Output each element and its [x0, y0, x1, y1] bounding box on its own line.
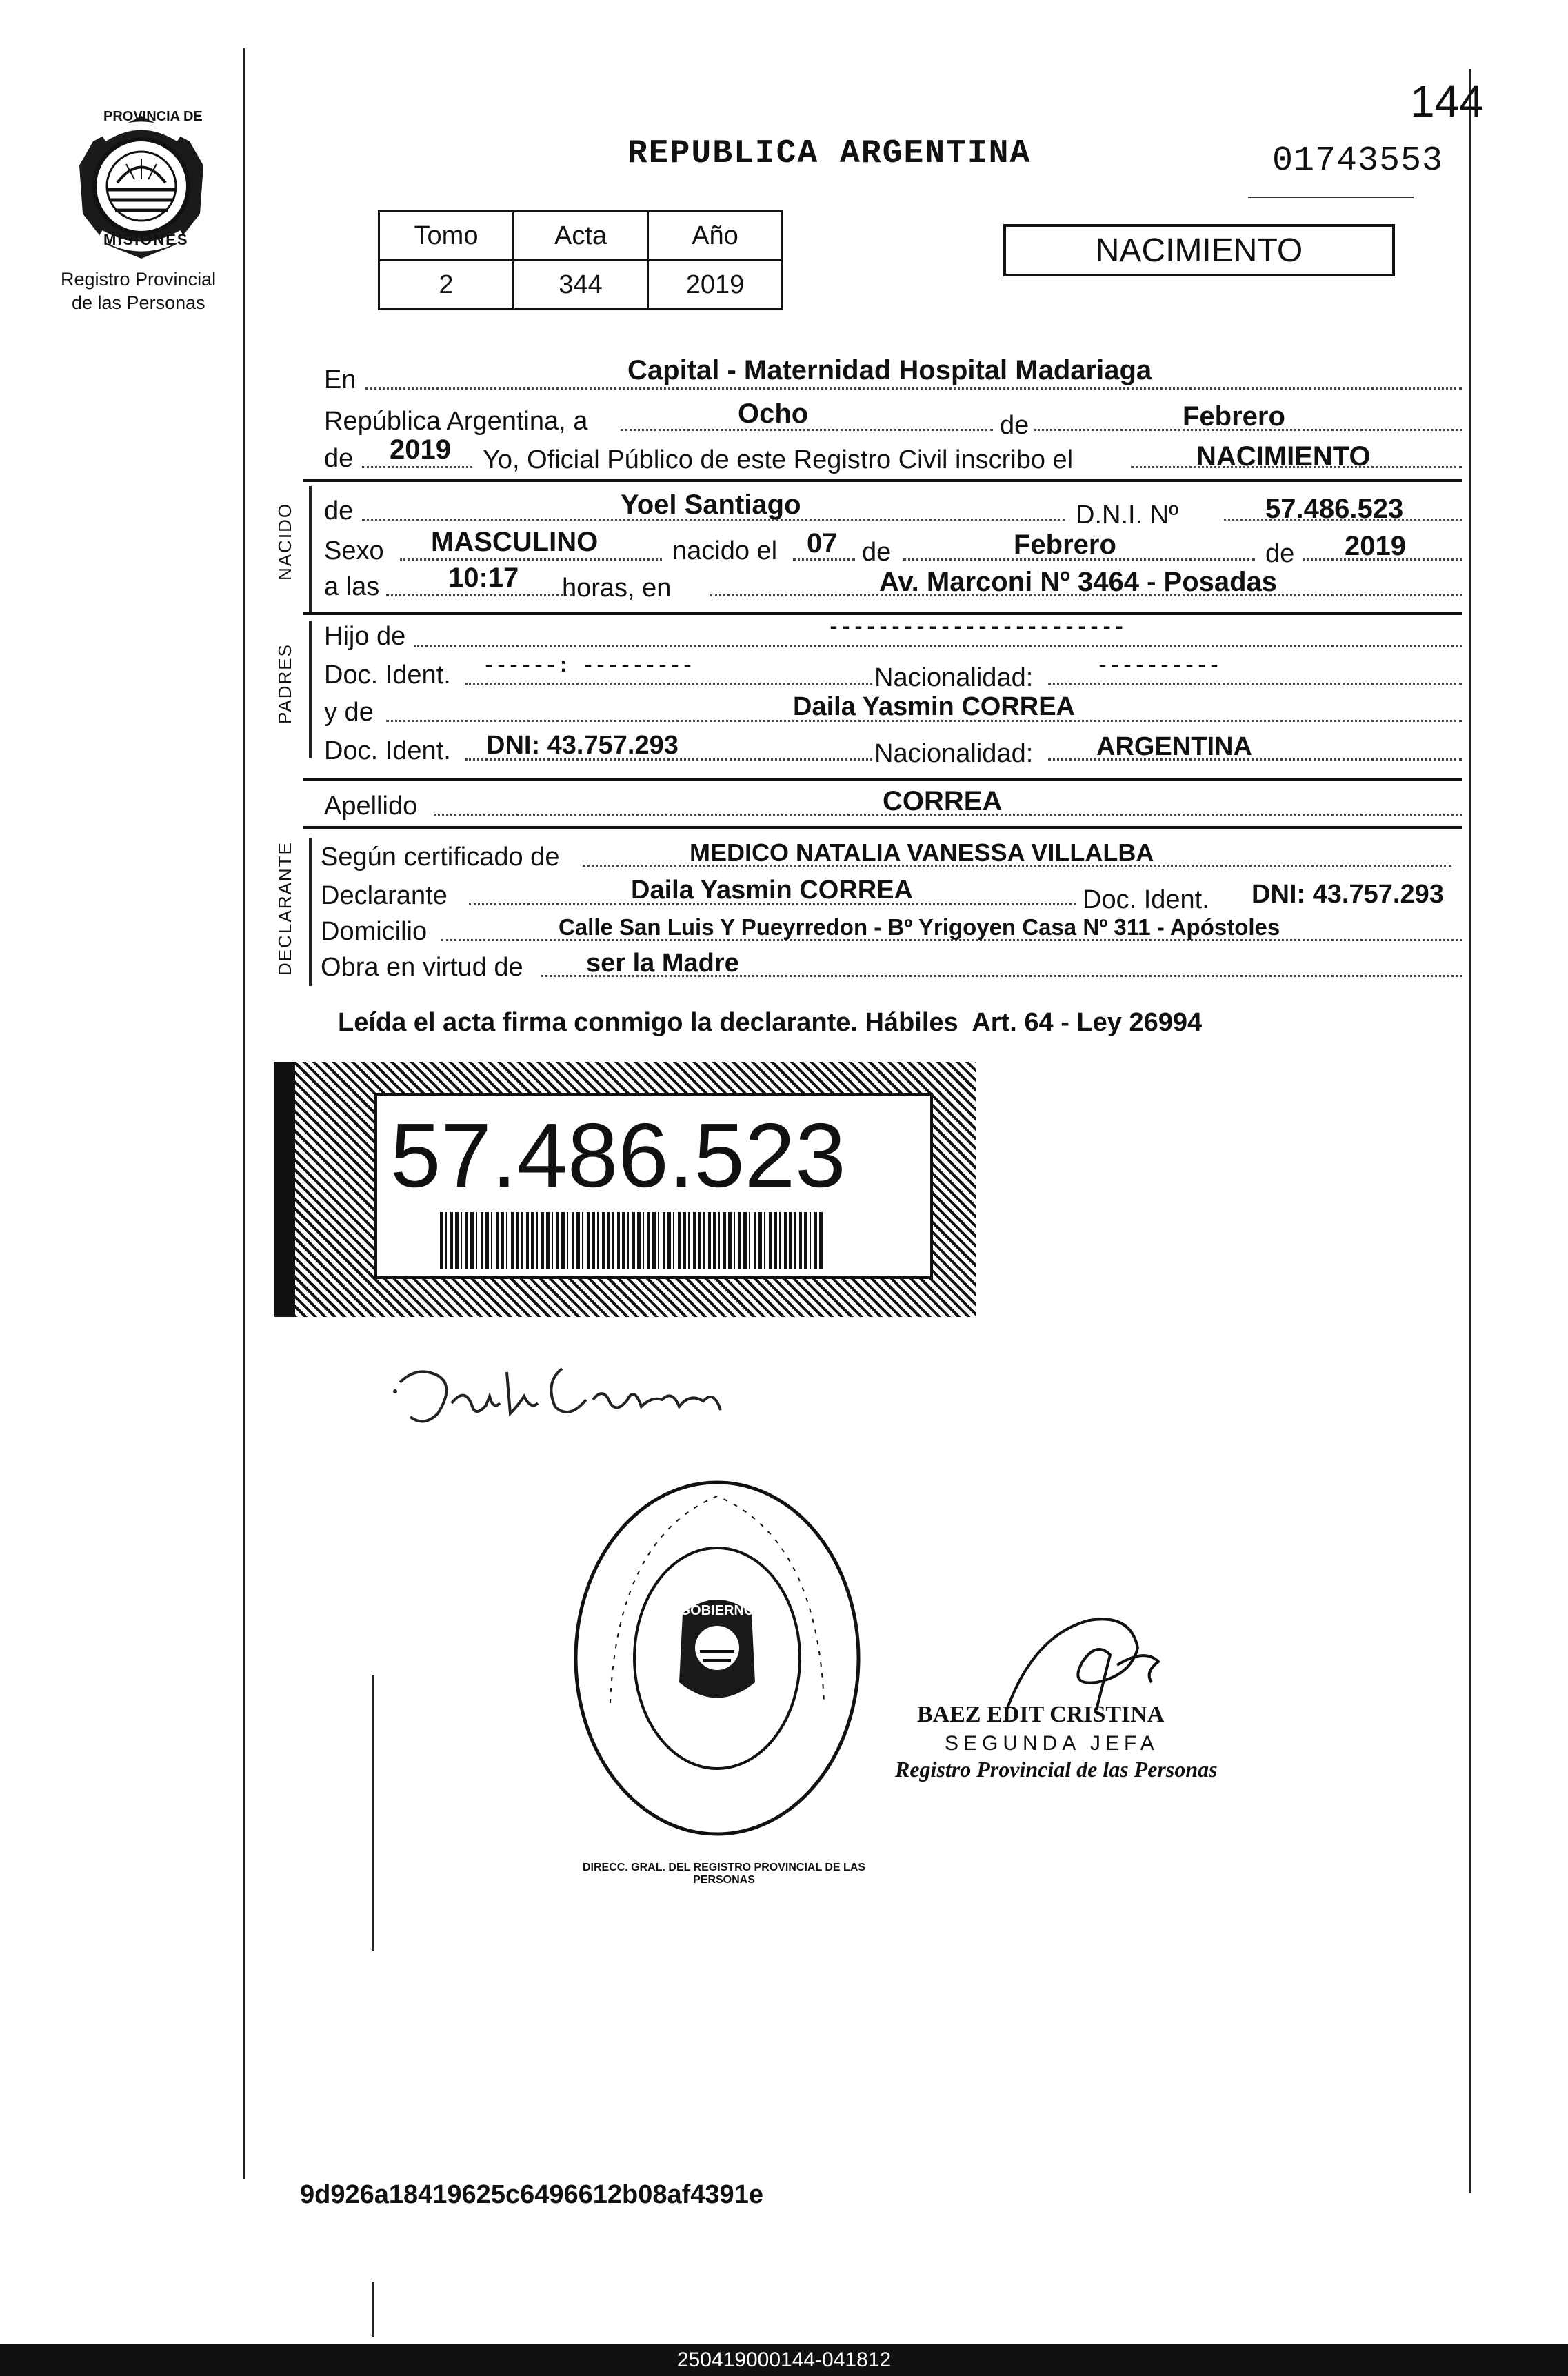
dni-label: D.N.I. Nº: [1076, 501, 1178, 530]
obra-label: Obra en virtud de: [321, 953, 523, 982]
nacido-rule: [303, 612, 1462, 615]
table-header-row: [379, 212, 783, 261]
declarante-section-label: DECLARANTE: [274, 841, 295, 976]
mother-name: Daila Yasmin CORREA: [793, 692, 1076, 721]
segun-value: MEDICO NATALIA VANESSA VILLALBA: [690, 838, 1154, 867]
sexo-dots: [400, 558, 662, 561]
official-role: SEGUNDA JEFA: [945, 1732, 1159, 1755]
header-tomo: Tomo: [379, 212, 514, 261]
year-de-label: de: [324, 444, 354, 473]
serial-underline: [1248, 197, 1414, 198]
birth-place: Av. Marconi Nº 3464 - Posadas: [879, 567, 1278, 597]
year-dots: [362, 466, 472, 468]
right-margin-line: [1469, 69, 1471, 2193]
father-doc-dots: [465, 683, 872, 685]
declarante-value: Daila Yasmin CORREA: [631, 876, 914, 905]
birth-month: Febrero: [1014, 530, 1116, 560]
tomo-acta-anio-table: [378, 210, 783, 310]
official-name: BAEZ EDIT CRISTINA: [917, 1702, 1165, 1727]
dni-sticker: [274, 1062, 976, 1317]
act-type-box: [1003, 224, 1395, 276]
mother-doc: DNI: 43.757.293: [486, 731, 679, 760]
sticker-left-edge-marks: [274, 1062, 295, 1317]
child-dni: 57.486.523: [1265, 494, 1404, 524]
sexo-value: MASCULINO: [431, 527, 599, 557]
year-value: 2019: [390, 434, 451, 465]
birth-de-label: de: [862, 538, 892, 567]
segun-label: Según certificado de: [321, 843, 560, 872]
official-org: Registro Provincial de las Personas: [895, 1757, 1218, 1782]
alas-label: a las: [324, 572, 380, 601]
father-dots: [414, 645, 1462, 647]
sticker-number: 57.486.523: [390, 1105, 846, 1206]
document-title: REPUBLICA ARGENTINA: [627, 135, 1032, 172]
act-type-label: NACIMIENTO: [1095, 232, 1303, 269]
declarante-docid-label: Doc. Ident.: [1083, 885, 1209, 914]
birth-de2-label: de: [1265, 539, 1295, 568]
footer-code: 250419000144-041812: [676, 2348, 892, 2371]
time-dots: [386, 594, 572, 596]
logo-text-bottom: MISIONES: [103, 231, 189, 248]
mother-nationality: ARGENTINA: [1096, 732, 1252, 761]
org-name-line2: de las Personas: [72, 292, 205, 313]
birth-year: 2019: [1345, 531, 1406, 561]
apellido-value: CORREA: [883, 786, 1003, 816]
value-acta: 344: [514, 261, 648, 310]
apellido-rule: [303, 826, 1462, 829]
value-anio: 2019: [648, 261, 783, 310]
value-tomo: 2: [379, 261, 514, 310]
child-name: Yoel Santiago: [621, 490, 801, 520]
father-nationality: ----------: [1096, 655, 1221, 678]
inscribe-value: NACIMIENTO: [1196, 441, 1371, 472]
sticker-barcode: [440, 1212, 823, 1269]
nacido-section-label: NACIDO: [274, 502, 295, 581]
sexo-label: Sexo: [324, 536, 384, 565]
org-name-line1: Registro Provincial: [61, 269, 217, 290]
declarante-bracket: [309, 838, 312, 986]
serial-number: 01743553: [1272, 141, 1444, 181]
seal-inner-text: MINISTERIO DE GOBIERNO: [665, 1587, 769, 1618]
birth-day: 07: [807, 528, 838, 558]
official-seal: [569, 1476, 865, 1841]
bottom-center-tick: [372, 2282, 374, 2337]
obra-value: ser la Madre: [586, 949, 739, 978]
padres-bracket: [309, 621, 312, 758]
domicilio-value: Calle San Luis Y Pueyrredon - Bº Yrigoyen Casa Nº 311 - Apóstoles: [559, 914, 1280, 940]
father-nat-label: Nacionalidad:: [874, 663, 1034, 692]
day-word: Ocho: [738, 399, 809, 429]
nacido-de-label: de: [324, 496, 354, 525]
father-nat-dots: [1048, 683, 1462, 685]
intro-de-label: de: [1000, 411, 1029, 440]
mother-doc-label: Doc. Ident.: [324, 736, 451, 765]
en-value: Capital - Maternidad Hospital Madariaga: [627, 355, 1152, 385]
closing-statement: Leída el acta firma conmigo la declarante. Hábiles Art. 64 - Ley 26994: [338, 1008, 1203, 1037]
left-margin-line: [243, 48, 245, 2179]
intro-rule: [303, 479, 1462, 482]
padres-section-label: PADRES: [274, 643, 295, 724]
header-anio: Año: [648, 212, 783, 261]
bottom-left-tick: [372, 1675, 374, 1951]
domicilio-label: Domicilio: [321, 917, 428, 946]
nacido-el-label: nacido el: [672, 536, 778, 565]
logo-text-top: PROVINCIA DE: [103, 109, 203, 124]
father-name: ------------------------: [827, 616, 1126, 640]
yde-label: y de: [324, 698, 374, 727]
footer-bar: [0, 2344, 1568, 2376]
month-word: Febrero: [1183, 401, 1285, 432]
header-acta: Acta: [514, 212, 648, 261]
declarante-docid-value: DNI: 43.757.293: [1252, 880, 1444, 909]
page-number: 144: [1410, 77, 1484, 126]
father-doc-label: Doc. Ident.: [324, 661, 451, 689]
father-doc: ------: ---------: [483, 655, 694, 678]
declarante-label: Declarante: [321, 881, 448, 910]
padres-rule: [303, 778, 1462, 781]
seal-outer-text: DIRECC. GRAL. DEL REGISTRO PROVINCIAL DE LAS PERSONAS: [582, 1862, 866, 1886]
horas-label: horas, en: [562, 574, 672, 603]
document-hash: 9d926a18419625c6496612b08af4391e: [300, 2180, 763, 2209]
hijo-label: Hijo de: [324, 622, 406, 651]
republica-label: República Argentina, a: [324, 407, 588, 436]
mother-nat-label: Nacionalidad:: [874, 739, 1034, 768]
nacido-bracket: [309, 486, 312, 614]
table-value-row: [379, 261, 783, 310]
birth-time: 10:17: [448, 563, 519, 593]
en-dots: [365, 387, 1462, 390]
declarante-signature: [390, 1345, 776, 1441]
apellido-label: Apellido: [324, 792, 418, 820]
en-label: En: [324, 365, 356, 394]
yo-text: Yo, Oficial Público de este Registro Civil inscribo el: [483, 445, 1074, 474]
